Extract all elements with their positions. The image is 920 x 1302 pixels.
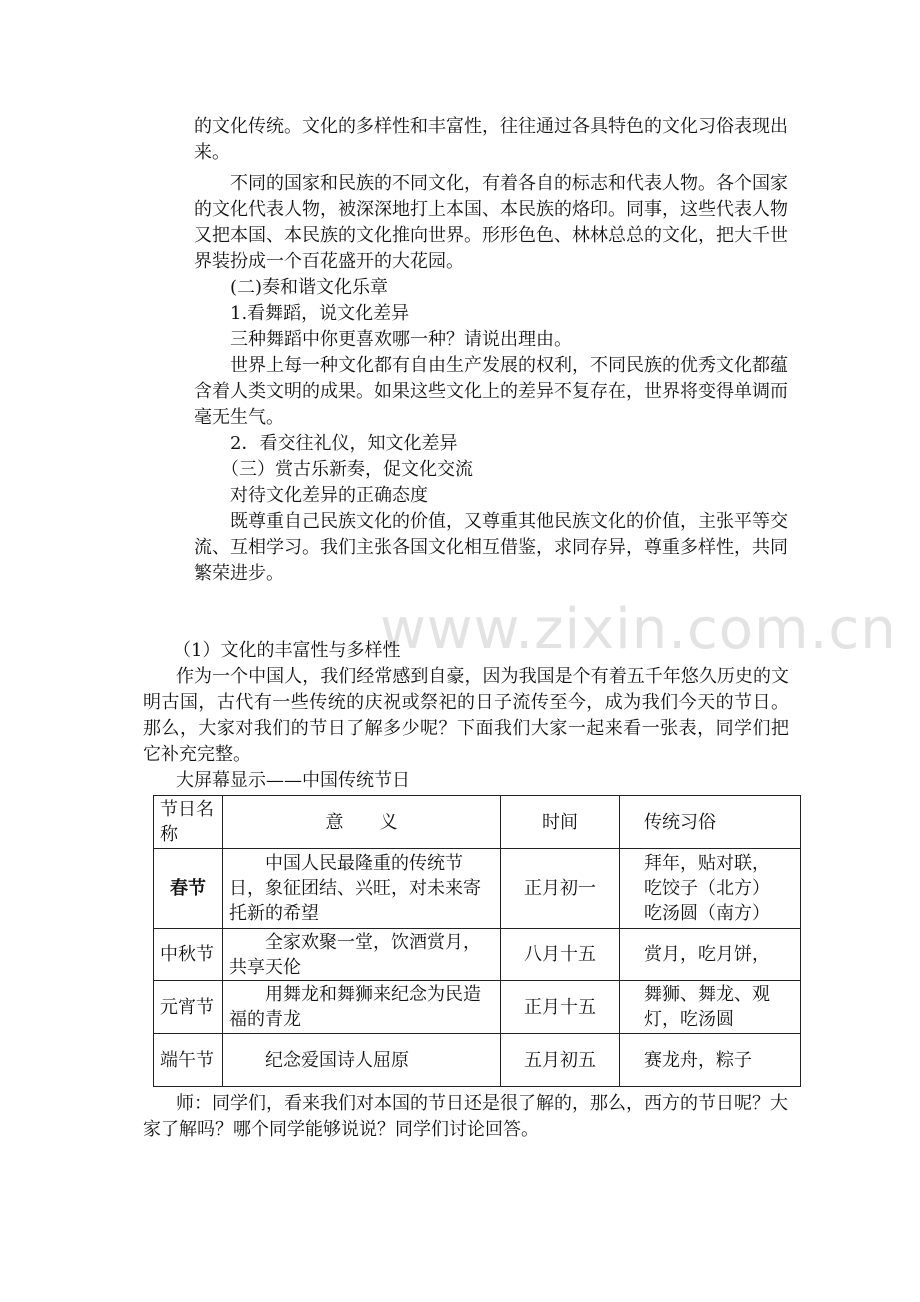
festival-meaning: 中国人民最隆重的传统节日，象征团结、兴旺，对未来寄托新的希望 [223, 849, 501, 929]
festival-custom: 赛龙舟，粽子 [620, 1034, 801, 1087]
festival-custom [620, 849, 801, 929]
sub-heading: 2．看交往礼仪，知文化差异 [230, 433, 458, 454]
custom-line: 吃饺子（北方） [644, 878, 770, 899]
section-heading: (二)奏和谐文化乐章 [230, 277, 389, 298]
header-name: 节日名称 [154, 796, 223, 849]
festival-meaning: 用舞龙和舞狮来纪念为民造福的青龙 [223, 981, 501, 1034]
custom-line: 拜年，贴对联， [644, 853, 770, 874]
festival-time: 正月初一 [501, 849, 620, 929]
festival-name: 中秋节 [154, 929, 223, 981]
sub-heading: 1.看舞蹈，说文化差异 [230, 303, 410, 324]
festival-name: 元宵节 [154, 981, 223, 1034]
festival-time: 正月十五 [501, 981, 620, 1034]
festival-meaning: 纪念爱国诗人屈原 [223, 1034, 501, 1087]
header-time: 时间 [501, 796, 620, 849]
paragraph: 世界上每一种文化都有自由生产发展的权利，不同民族的优秀文化都蕴含着人类文明的成果。如果这些文化上的差异不复存在，世界将变得单调而毫无生气。 [194, 355, 788, 428]
header-meaning: 意 义 [223, 796, 501, 849]
section-heading: （三）赏古乐新奏，促文化交流 [221, 459, 473, 480]
paragraph: 既尊重自己民族文化的价值，又尊重其他民族文化的价值，主张平等交流、互相学习。我们主张各国文化相互借鉴，求同存异，尊重多样性，共同繁荣进步。 [194, 511, 788, 584]
header-custom: 传统习俗 [620, 796, 801, 849]
festival-table [153, 795, 801, 1087]
table-header-row [154, 796, 801, 849]
watermark: www.zixin.com.cn [380, 597, 897, 662]
table-row [154, 929, 801, 981]
festival-time: 八月十五 [501, 929, 620, 981]
paragraph: 三种舞蹈中你更喜欢哪一种？请说出理由。 [230, 329, 572, 350]
lesson-text-part1 [194, 114, 788, 587]
paragraph: 的文化传统。文化的多样性和丰富性，往往通过各具特色的文化习俗表现出来。 [194, 116, 788, 163]
table-row [154, 1034, 801, 1087]
festival-custom: 舞狮、舞龙、观灯，吃汤圆 [620, 981, 801, 1034]
table-caption: 大屏幕显示——中国传统节日 [176, 770, 410, 791]
section-heading: （1）文化的丰富性与多样性 [173, 640, 401, 661]
table-row [154, 849, 801, 929]
festival-time: 五月初五 [501, 1034, 620, 1087]
paragraph: 作为一个中国人，我们经常感到自豪，因为我国是个有着五千年悠久历史的文明古国，古代有一些传统的庆祝或祭祀的日子流传至今，成为我们今天的节日。那么，大家对我们的节日了解多少呢？下面我们大家一起来看一张表，同学们把它补充完整。 [143, 666, 789, 765]
table-row [154, 981, 801, 1034]
custom-line: 吃汤圆（南方） [644, 903, 770, 924]
paragraph: 师：同学们，看来我们对本国的节日还是很了解的，那么，西方的节日呢？大家了解吗？哪个同学能够说说？同学们讨论回答。 [143, 1093, 788, 1140]
lesson-text-part3 [143, 1091, 789, 1143]
festival-custom: 赏月，吃月饼， [620, 929, 801, 981]
paragraph: 不同的国家和民族的不同文化，有着各自的标志和代表人物。各个国家的文化代表人物，被深深地打上本国、本民族的烙印。同事，这些代表人物又把本国、本民族的文化推向世界。形形色色、林林总总的文化，把大千世界装扮成一个百花盛开的大花园。 [194, 173, 788, 272]
festival-name: 春节 [154, 849, 223, 929]
lesson-text-part2 [143, 638, 789, 794]
festival-name: 端午节 [154, 1034, 223, 1087]
paragraph: 对待文化差异的正确态度 [230, 485, 428, 506]
festival-meaning: 全家欢聚一堂，饮酒赏月，共享天伦 [223, 929, 501, 981]
